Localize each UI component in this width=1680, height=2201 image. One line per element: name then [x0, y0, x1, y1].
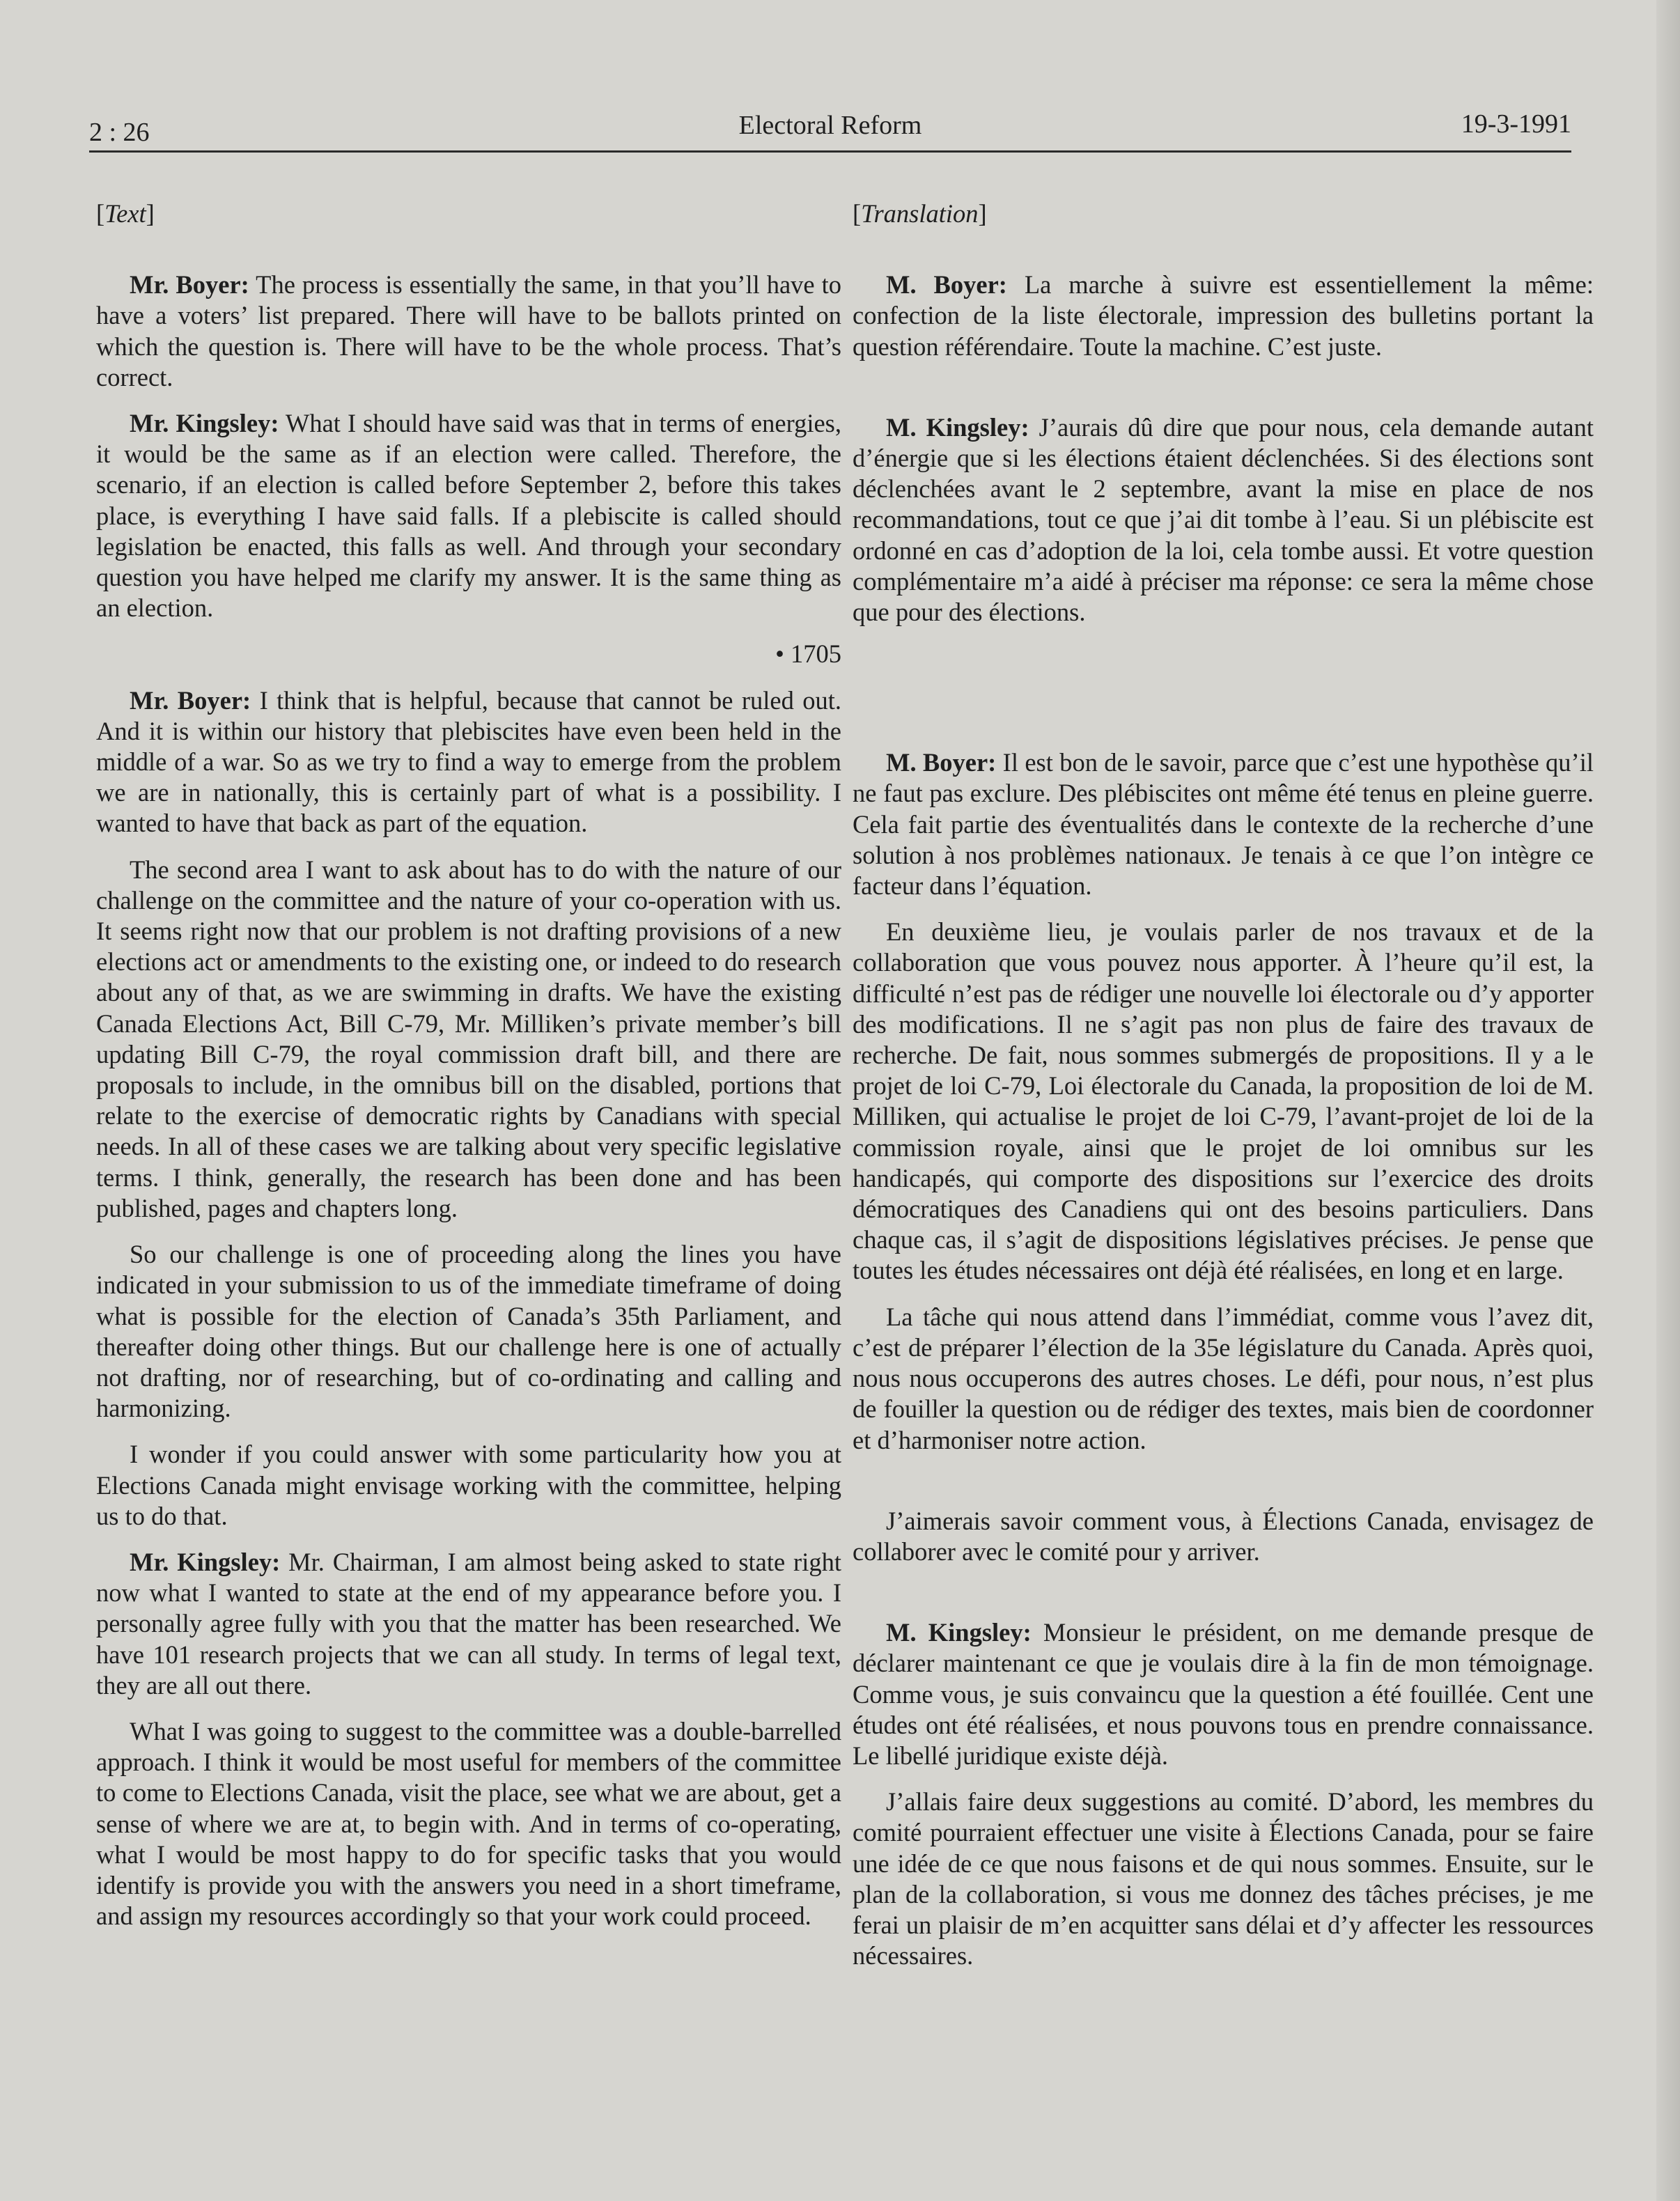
- left-paragraph-2: Mr. Kingsley: What I should have said was that in terms of energies, it would be the same as if an election were called. Therefore, the scenario, if an election is called before September 2, before this takes place, is everything I have said falls. If a plebiscite is called should legislation be enacted, this falls as well. And through your secondary question you have helped me clarify my answer. It is the same thing as an election.: [96, 409, 841, 623]
- speaker-name: Mr. Kingsley:: [130, 409, 279, 438]
- speaker-name: Mr. Kingsley:: [130, 1547, 281, 1576]
- speaker-name: Mr. Boyer:: [130, 270, 249, 300]
- page-number: 2 : 26: [89, 118, 150, 147]
- left-paragraph-4: The second area I want to ask about has to do with the nature of our challenge on the committee and the nature of your co-operation with us. It seems right now that our problem is not drafting provisions of a new elections act or amendments to the existing one, or indeed to do research about any of that, as we are swimming in drafts. We have the existing Canada Elections Act, Bill C-79, Mr. Milliken’s private member’s bill updating Bill C-79, the royal commission draft bill, and there are proposals to include, in the omnibus bill on the disabled, portions that relate to the exercise of democratic rights by Canadians with special needs. In all of these cases we are talking about very specific legislative terms. I think, generally, the research has been done and has been published, pages and chapters long.: [96, 855, 841, 1222]
- speaker-name: M. Kingsley:: [886, 412, 1029, 442]
- right-paragraph-3: M. Boyer: Il est bon de le savoir, parce que c’est une hypothèse qu’il ne faut pas exclure. Des plébiscites ont même été tenus en pleine guerre. Cela fait partie des éventualités dans le contexte de la recherche d’une solution à nos problèmes nationaux. Je tenais à ce que l’on intègre ce facteur dans l’équation.: [853, 748, 1594, 901]
- left-paragraph-8: What I was going to suggest to the committee was a double-barrelled approach. I think it would be most useful for members of the committee to come to Elections Canada, visit the place, see what we are about, get a sense of where we are at, to begin with. And in terms of co-operating, what I would be most happy to do for specific tasks that you would identify is provide you with the answers you need in a short timeframe, and assign my resources accordingly so that your work could proceed.: [96, 1716, 841, 1931]
- left-paragraph-1: Mr. Boyer: The process is essentially the same, in that you’ll have to have a voters’ list prepared. There will have to be ballots printed on which the question is. There will have to be the whole process. That’s correct.: [96, 270, 841, 391]
- spacer: [853, 378, 1594, 412]
- right-paragraph-4: En deuxième lieu, je voulais parler de nos travaux et de la collaboration que vous pouvez nous apporter. À l’heure qu’il est, la difficulté n’est pas de rédiger une nouvelle loi électorale ou d’y apporter des modifications. Il ne s’agit pas non plus de faire des travaux de recherche. De fait, nous sommes submergés de propositions. Il y a le projet de loi C-79, Loi électorale du Canada, la proposition de loi de M. Milliken, qui actualise le projet de loi C-79, l’avant-projet de loi de la commission royale, ainsi que le projet de loi omnibus sur les handicapés, qui comporte des dispositions sur l’exercice des droits démocratiques des Canadiens qui ont des besoins particuliers. Dans chaque cas, il s’agit de dispositions législatives précises. Je pense que toutes les études nécessaires ont déjà été réalisées, en long et en large.: [853, 917, 1594, 1285]
- spacer: [853, 643, 1594, 747]
- header-date: 19-3-1991: [1461, 109, 1571, 139]
- right-paragraph-5: La tâche qui nous attend dans l’immédiat, comme vous l’avez dit, c’est de préparer l’élection de la 35e législature du Canada. Après quoi, nous nous occuperons des autres choses. Le défi, pour nous, n’est plus de fouiller la question ou de rédiger des textes, mais bien de coordonner et d’harmoniser notre action.: [853, 1302, 1594, 1454]
- right-paragraph-6: J’aimerais savoir comment vous, à Élections Canada, envisagez de collaborer avec le comité pour y arriver.: [853, 1506, 1594, 1566]
- right-paragraph-7: M. Kingsley: Monsieur le président, on me demande presque de déclarer maintenant ce que je voulais dire à la fin de mon témoignage. Comme vous, je suis convaincu que la question a été fouillée. Cent une études ont été réalisées, et nous pouvons tous en prendre connaissance. Le libellé juridique existe déjà.: [853, 1618, 1594, 1770]
- left-column: [96, 199, 841, 1947]
- left-paragraph-5: So our challenge is one of proceeding along the lines you have indicated in your submission to us of the immediate timeframe of doing what is possible for the election of Canada’s 35th Parliament, and thereafter doing other things. But our challenge here is one of actually not drafting, nor of researching, but of co-ordinating and calling and harmonizing.: [96, 1240, 841, 1423]
- spacer: [853, 1582, 1594, 1617]
- right-paragraph-1: M. Boyer: La marche à suivre est essentiellement la même: confection de la liste électorale, impression des bulletins portant la question référendaire. Toute la machine. C’est juste.: [853, 270, 1594, 361]
- speaker-name: M. Kingsley:: [886, 1618, 1032, 1647]
- right-paragraph-2: M. Kingsley: J’aurais dû dire que pour nous, cela demande autant d’énergie que si les élections étaient déclenchées. Si des élections sont déclenchées avant le 2 septembre, avant la mise en place de nos recommandations, tout ce que j’ai dit tombe à l’eau. Si un plébiscite est ordonné en cas d’adoption de la loi, cela tombe aussi. Et votre question complémentaire m’a aidé à préciser ma réponse: ce sera la même chose que pour des élections.: [853, 412, 1594, 627]
- speaker-name: M. Boyer:: [886, 270, 1007, 300]
- timestamp-marker: • 1705: [775, 639, 841, 669]
- speaker-name: M. Boyer:: [886, 748, 997, 777]
- right-column: [853, 199, 1594, 1986]
- left-paragraph-6: I wonder if you could answer with some particularity how you at Elections Canada might envisage working with the committee, helping us to do that.: [96, 1440, 841, 1530]
- left-paragraph-7: Mr. Kingsley: Mr. Chairman, I am almost being asked to state right now what I wanted to state at the end of my appearance before you. I personally agree fully with you that the matter has been researched. We have 101 research projects that we can all study. In terms of legal text, they are all out there.: [96, 1547, 841, 1700]
- left-column-tag: [Text]: [96, 199, 155, 228]
- left-paragraph-3: Mr. Boyer: I think that is helpful, because that cannot be ruled out. And it is within our history that plebiscites have even been held in the middle of a war. So as we try to find a way to emerge from the problem we are in nationally, this is certainly part of what is a possibility. I wanted to have that back as part of the equation.: [96, 685, 841, 838]
- header-title: Electoral Reform: [738, 111, 922, 140]
- right-paragraph-8: J’allais faire deux suggestions au comité. D’abord, les membres du comité pourraient effectuer une visite à Élections Canada, pour se faire une idée de ce que nous faisons et de qui nous sommes. Ensuite, sur le plan de la collaboration, si vous me donnez des tâches précises, je me ferai un plaisir de m’en acquitter sans délai et d’y affecter les ressources nécessaires.: [853, 1787, 1594, 1970]
- running-header: [89, 104, 1571, 153]
- speaker-name: Mr. Boyer:: [130, 685, 251, 715]
- spacer: [853, 1471, 1594, 1506]
- page-edge: [1656, 0, 1680, 2201]
- right-column-tag: [Translation]: [853, 199, 987, 228]
